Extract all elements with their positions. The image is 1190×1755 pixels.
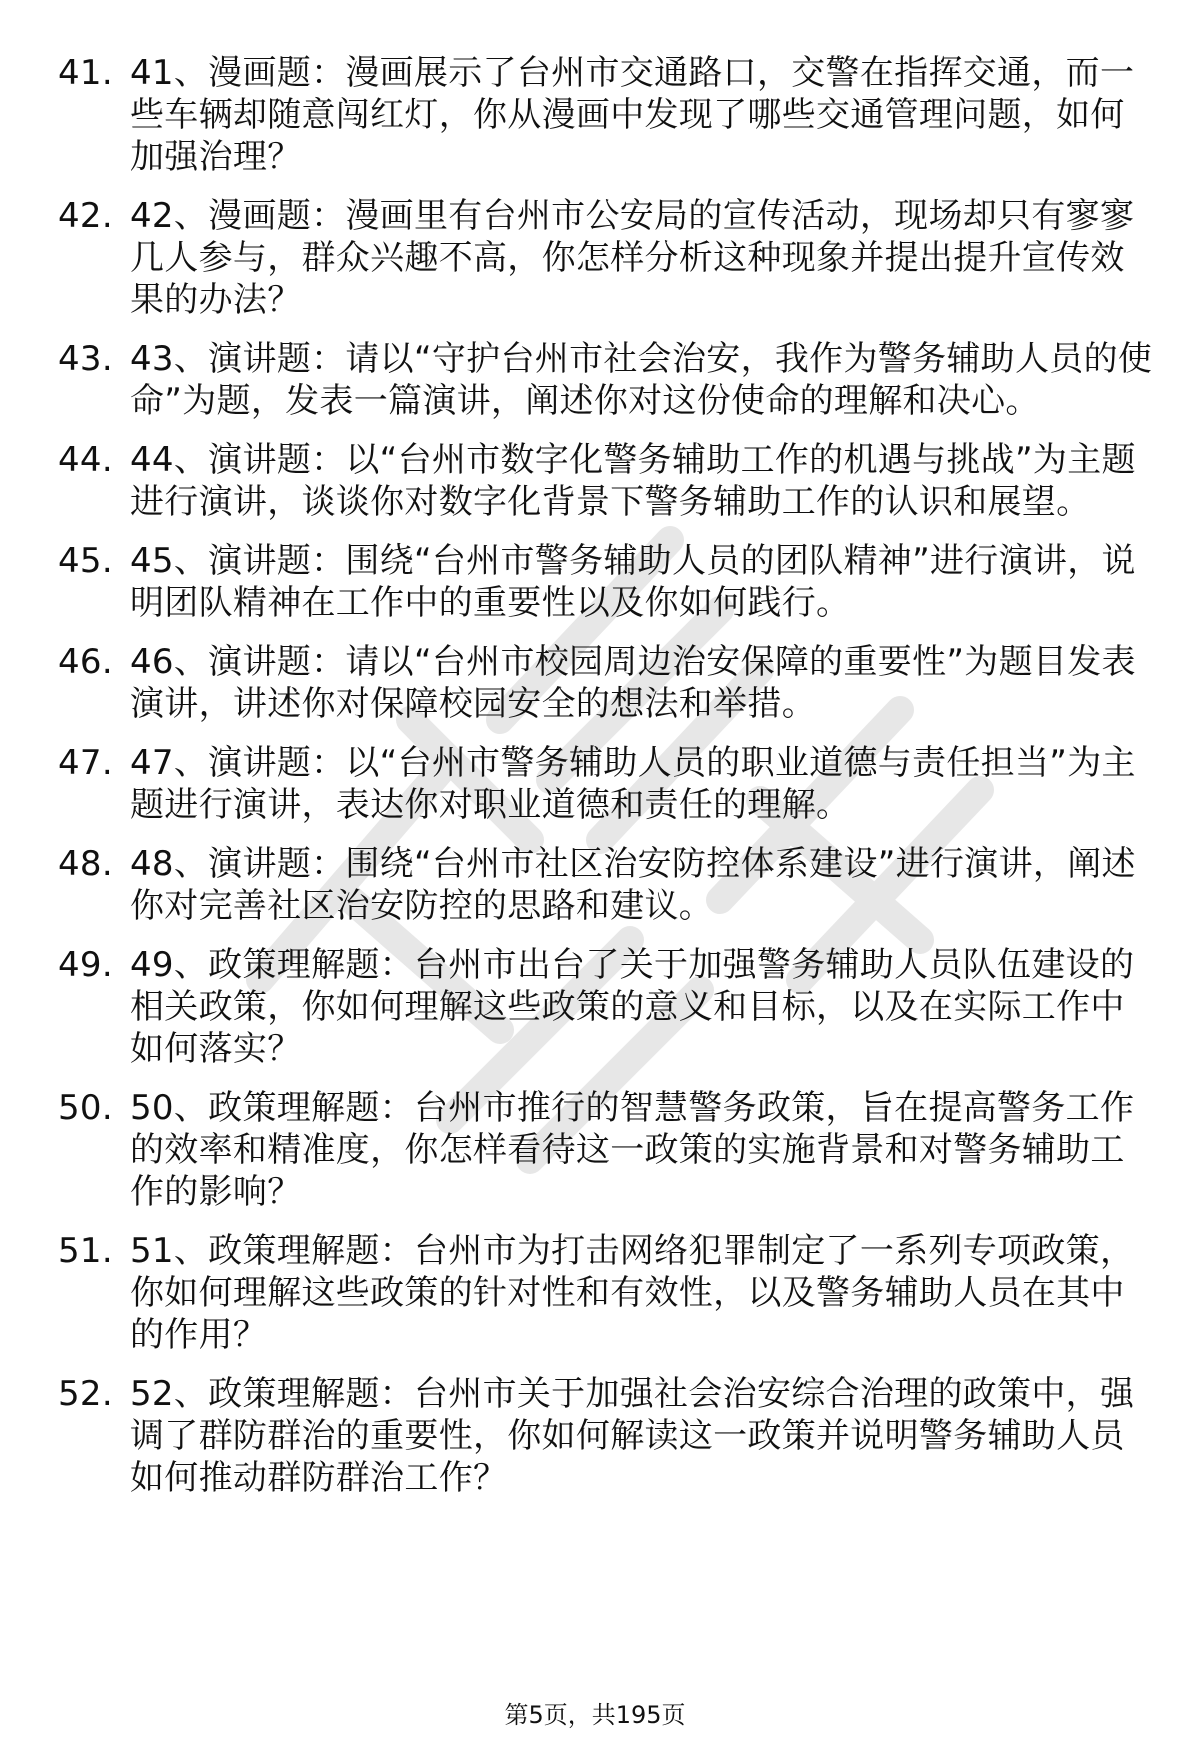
question-text: 45、演讲题：围绕“台州市警务辅助人员的团队精神”进行演讲，说明团队精神在工作中的重要性以及你如何践行。 xyxy=(130,541,1136,623)
question-item xyxy=(58,338,1158,422)
question-number: 52. xyxy=(58,1374,113,1414)
question-item xyxy=(58,52,1158,178)
question-text: 46、演讲题：请以“台州市校园周边治安保障的重要性”为题目发表演讲，讲述你对保障校园安全的想法和举措。 xyxy=(130,642,1136,724)
question-text: 51、政策理解题：台州市为打击网络犯罪制定了一系列专项政策，你如何理解这些政策的针对性和有效性，以及警务辅助人员在其中的作用？ xyxy=(130,1231,1135,1355)
question-text: 48、演讲题：围绕“台州市社区治安防控体系建设”进行演讲，阐述你对完善社区治安防控的思路和建议。 xyxy=(130,844,1136,926)
question-text: 44、演讲题：以“台州市数字化警务辅助工作的机遇与挑战”为主题进行演讲，谈谈你对数字化背景下警务辅助工作的认识和展望。 xyxy=(130,440,1136,522)
question-item xyxy=(58,641,1158,725)
question-number: 47. xyxy=(58,743,113,783)
page-footer xyxy=(0,1700,1190,1730)
question-text: 41、漫画题：漫画展示了台州市交通路口，交警在指挥交通，而一些车辆却随意闯红灯，你从漫画中发现了哪些交通管理问题，如何加强治理？ xyxy=(130,53,1135,177)
question-item xyxy=(58,944,1158,1070)
question-number: 43. xyxy=(58,339,113,379)
question-item xyxy=(58,439,1158,523)
question-item xyxy=(58,195,1158,321)
question-number: 44. xyxy=(58,440,113,480)
question-number: 45. xyxy=(58,541,113,581)
question-number: 41. xyxy=(58,53,113,93)
question-text: 52、政策理解题：台州市关于加强社会治安综合治理的政策中，强调了群防群治的重要性，你如何解读这一政策并说明警务辅助人员如何推动群防群治工作？ xyxy=(130,1374,1135,1498)
question-text: 50、政策理解题：台州市推行的智慧警务政策，旨在提高警务工作的效率和精准度，你怎样看待这一政策的实施背景和对警务辅助工作的影响？ xyxy=(130,1088,1135,1212)
question-text: 42、漫画题：漫画里有台州市公安局的宣传活动，现场却只有寥寥几人参与，群众兴趣不高，你怎样分析这种现象并提出提升宣传效果的办法？ xyxy=(130,196,1135,320)
page-number-label: 第5页，共195页 xyxy=(504,1701,686,1729)
question-number: 48. xyxy=(58,844,113,884)
question-item xyxy=(58,1230,1158,1356)
question-number: 42. xyxy=(58,196,113,236)
question-item xyxy=(58,540,1158,624)
question-number: 49. xyxy=(58,945,113,985)
question-item xyxy=(58,1373,1158,1499)
question-number: 50. xyxy=(58,1088,113,1128)
question-item xyxy=(58,742,1158,826)
question-text: 49、政策理解题：台州市出台了关于加强警务辅助人员队伍建设的相关政策，你如何理解这些政策的意义和目标，以及在实际工作中如何落实？ xyxy=(130,945,1135,1069)
question-number: 51. xyxy=(58,1231,113,1271)
question-item xyxy=(58,843,1158,927)
question-number: 46. xyxy=(58,642,113,682)
question-item xyxy=(58,1087,1158,1213)
question-text: 47、演讲题：以“台州市警务辅助人员的职业道德与责任担当”为主题进行演讲，表达你对职业道德和责任的理解。 xyxy=(130,743,1136,825)
question-text: 43、演讲题：请以“守护台州市社会治安，我作为警务辅助人员的使命”为题，发表一篇演讲，阐述你对这份使命的理解和决心。 xyxy=(130,339,1153,421)
question-list xyxy=(58,52,1158,1516)
